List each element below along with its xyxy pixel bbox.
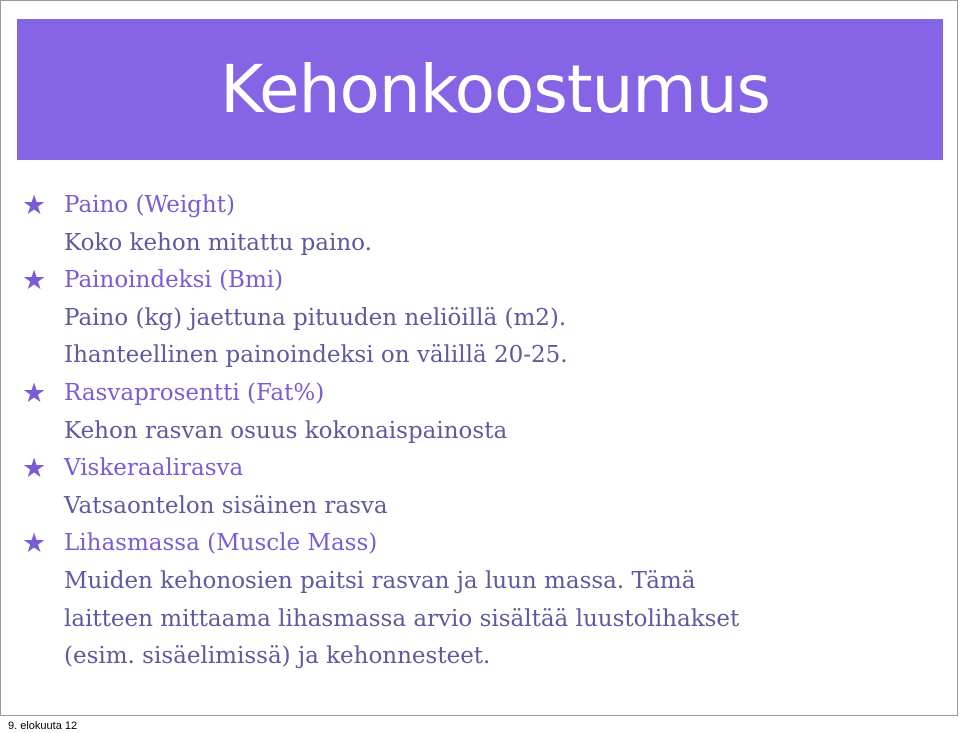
bullet-heading-text: Lihasmassa (Muscle Mass): [64, 530, 378, 557]
bullet-heading-text: Rasvaprosentti (Fat%): [64, 379, 325, 406]
bullet-heading-text: Painoindeksi (Bmi): [64, 267, 284, 294]
footer-date: 9. elokuuta 12: [8, 720, 78, 732]
bullet-description: laitteen mittaama lihasmassa arvio sisältää luustolihakset: [64, 605, 740, 632]
bullet-heading-fat: [19, 375, 939, 413]
bullet-heading-visceral: [19, 450, 939, 488]
bullet-description: Vatsaontelon sisäinen rasva: [64, 492, 388, 519]
star-icon: ★: [22, 528, 47, 560]
bullet-description: (esim. sisäelimissä) ja kehonnesteet.: [64, 643, 491, 670]
star-icon: ★: [22, 377, 47, 409]
slide-title: Kehonkoostumus: [220, 51, 770, 128]
bullet-description: Kehon rasvan osuus kokonaispainosta: [64, 417, 508, 444]
bullet-description: Paino (kg) jaettuna pituuden neliöillä (m2).: [64, 304, 567, 331]
bullet-description: Koko kehon mitattu paino.: [64, 229, 372, 256]
star-icon: ★: [22, 190, 47, 221]
bullet-heading-text: Paino (Weight): [64, 192, 235, 218]
title-bar: [17, 19, 943, 160]
bullet-description: Ihanteellinen painoindeksi on välillä 20-25.: [64, 342, 568, 369]
bullet-heading-muscle: [19, 525, 939, 563]
bullet-list: [19, 187, 939, 676]
star-icon: ★: [22, 265, 47, 297]
bullet-description: Muiden kehonosien paitsi rasvan ja luun massa. Tämä: [64, 567, 696, 594]
bullet-heading-weight: [19, 187, 939, 225]
bullet-heading-bmi: [19, 262, 939, 300]
bullet-heading-text: Viskeraalirasva: [64, 455, 244, 482]
star-icon: ★: [22, 453, 47, 485]
